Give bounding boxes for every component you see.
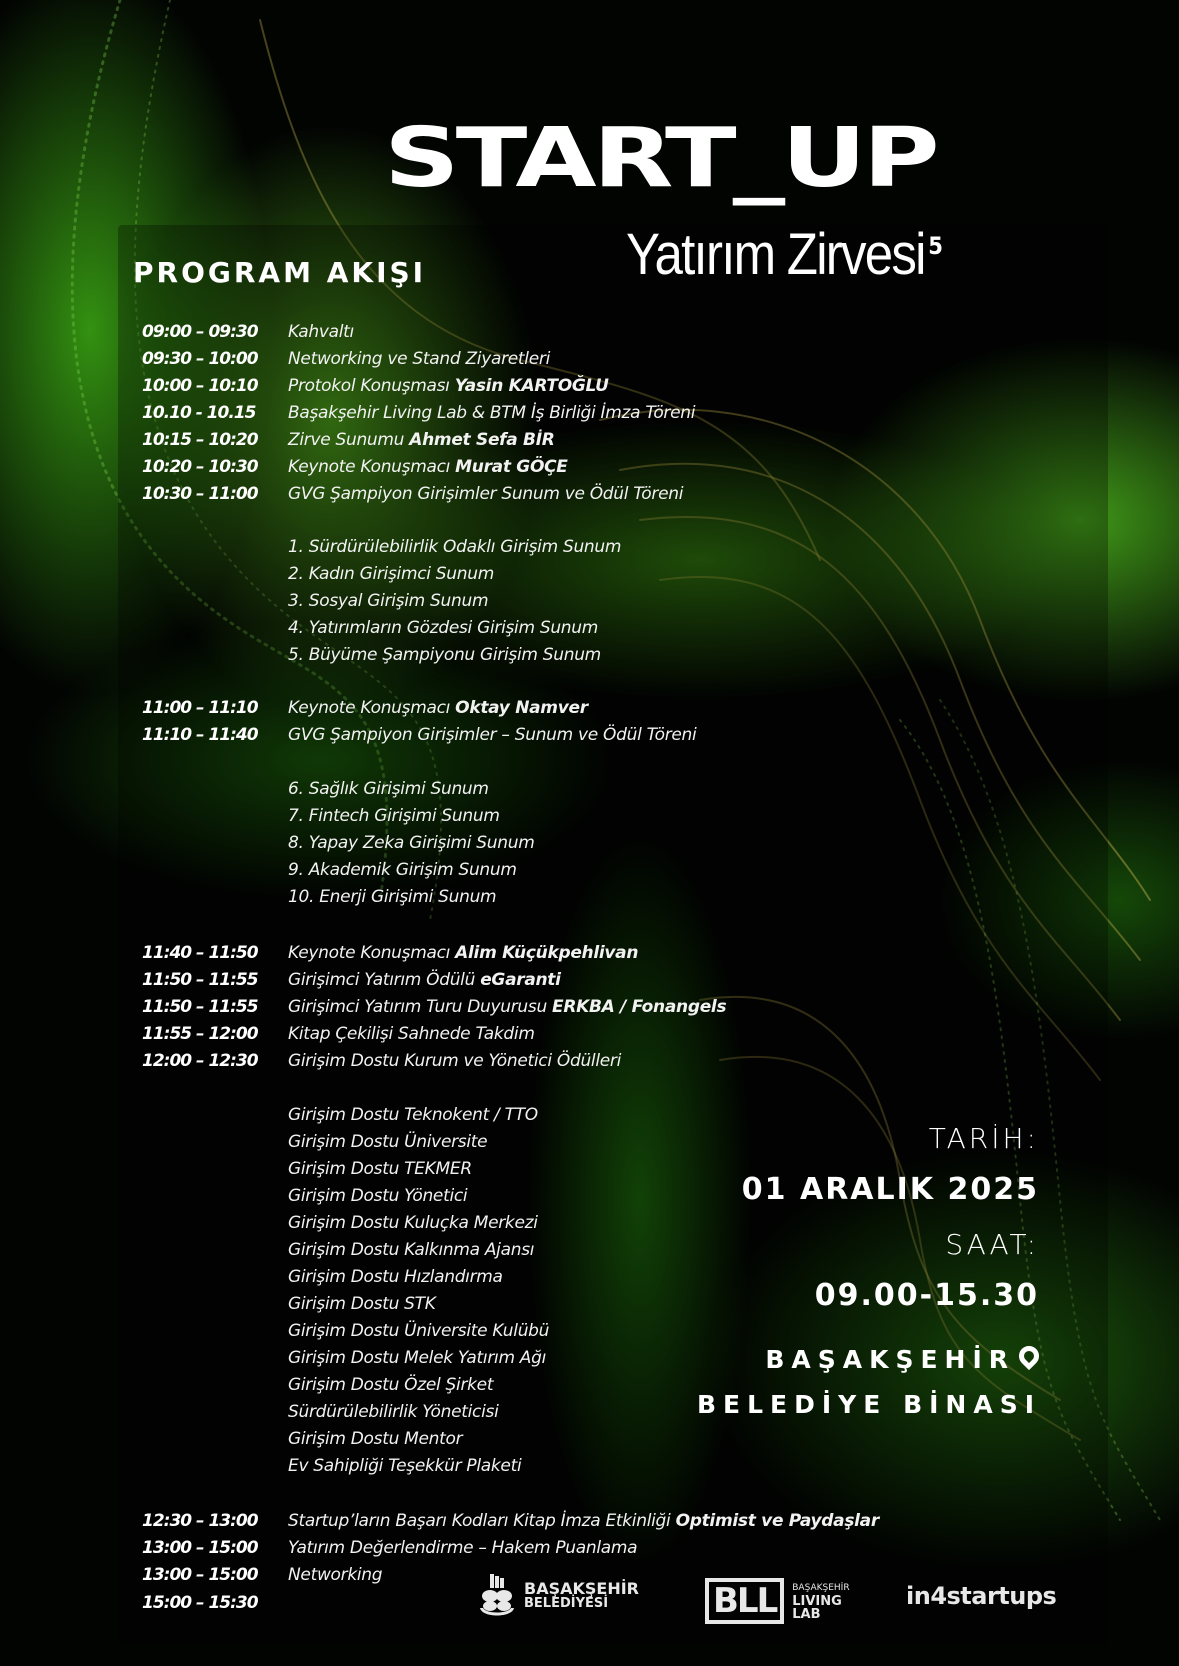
schedule-description bbox=[288, 1267, 503, 1287]
in4startups-logo: in4startups bbox=[906, 1582, 1057, 1610]
schedule-description bbox=[288, 457, 568, 477]
schedule-text: 7. Fintech Girişimi Sunum bbox=[288, 806, 500, 826]
schedule-text: Girişim Dostu Teknokent / TTO bbox=[288, 1105, 538, 1125]
schedule-description bbox=[288, 1213, 538, 1233]
schedule-description bbox=[288, 1321, 549, 1341]
schedule-time: 11:10 – 11:40 bbox=[142, 725, 258, 745]
schedule-text: 9. Akademik Girişim Sunum bbox=[288, 860, 517, 880]
schedule-description bbox=[288, 484, 683, 504]
schedule-description bbox=[288, 1402, 499, 1422]
schedule-text: Yatırım Değerlendirme – Hakem Puanlama bbox=[288, 1538, 638, 1558]
schedule-description bbox=[288, 376, 609, 396]
schedule-text: Kitap Çekilişi Sahnede Takdim bbox=[288, 1024, 535, 1044]
schedule-text: Girişim Dostu TEKMER bbox=[288, 1159, 472, 1179]
schedule-time: 09:00 – 09:30 bbox=[142, 322, 258, 342]
edition-number: 5 bbox=[928, 232, 942, 260]
schedule-time: 12:00 – 12:30 bbox=[142, 1051, 258, 1071]
schedule-description bbox=[288, 1511, 879, 1531]
subtitle-text: Yatırım Zirvesi bbox=[626, 222, 925, 287]
schedule-text: Girişimci Yatırım Ödülü bbox=[288, 970, 481, 990]
schedule-text: Kahvaltı bbox=[288, 322, 354, 342]
schedule-text: 8. Yapay Zeka Girişimi Sunum bbox=[288, 833, 535, 853]
schedule-description bbox=[288, 970, 561, 990]
schedule-description bbox=[288, 1159, 472, 1179]
schedule-highlight: Oktay Namver bbox=[455, 698, 588, 718]
schedule-highlight: Yasin KARTOĞLU bbox=[454, 376, 609, 396]
schedule-description bbox=[288, 403, 695, 423]
schedule-time: 10:00 – 10:10 bbox=[142, 376, 258, 396]
municipality-emblem-icon bbox=[478, 1574, 516, 1618]
schedule-highlight: Murat GÖÇE bbox=[455, 457, 568, 477]
schedule-description bbox=[288, 1132, 487, 1152]
schedule-description bbox=[288, 564, 494, 584]
schedule-description bbox=[288, 1186, 467, 1206]
location-line-1-text: BAŞAKŞEHİR bbox=[765, 1345, 1015, 1374]
basaksehir-belediyesi-logo bbox=[478, 1574, 639, 1618]
schedule-description bbox=[288, 806, 500, 826]
schedule-text: Sürdürülebilirlik Yöneticisi bbox=[288, 1402, 499, 1422]
schedule-highlight: Alim Küçükpehlivan bbox=[455, 943, 639, 963]
schedule-text: 4. Yatırımların Gözdesi Girişim Sunum bbox=[288, 618, 599, 638]
living-lab-small: BAŞAKŞEHİR bbox=[792, 1582, 850, 1593]
time-value bbox=[815, 1278, 1039, 1313]
time-value-text: 09.00-15.30 bbox=[814, 1278, 1039, 1313]
program-panel bbox=[118, 225, 1108, 1645]
schedule-text: 5. Büyüme Şampiyonu Girişim Sunum bbox=[288, 645, 601, 665]
schedule-time: 11:50 – 11:55 bbox=[142, 997, 258, 1017]
schedule-highlight: Ahmet Sefa BİR bbox=[409, 430, 555, 450]
schedule-description bbox=[288, 1429, 462, 1449]
schedule-time: 13:00 – 15:00 bbox=[142, 1538, 258, 1558]
event-title: START_UP bbox=[384, 111, 936, 206]
schedule-text: GVG Şampiyon Girişimler Sunum ve Ödül Töreni bbox=[288, 484, 684, 504]
event-subtitle bbox=[626, 222, 942, 287]
schedule-time: 10:20 – 10:30 bbox=[142, 457, 258, 477]
schedule-text: Girişim Dostu Mentor bbox=[288, 1429, 463, 1449]
schedule-description bbox=[288, 833, 534, 853]
schedule-description bbox=[288, 698, 588, 718]
location-line-2 bbox=[697, 1390, 1041, 1419]
schedule-text: Keynote Konuşmacı bbox=[288, 457, 456, 477]
time-label-text: SAAT: bbox=[945, 1228, 1039, 1261]
schedule-text: Keynote Konuşmacı bbox=[288, 943, 456, 963]
program-heading: PROGRAM AKIŞI bbox=[133, 256, 427, 289]
schedule-highlight: Optimist ve Paydaşlar bbox=[675, 1511, 879, 1531]
schedule-description bbox=[288, 887, 496, 907]
schedule-time: 15:00 – 15:30 bbox=[142, 1593, 258, 1613]
schedule-description bbox=[288, 537, 621, 557]
schedule-text: GVG Şampiyon Girişimler – Sunum ve Ödül Töreni bbox=[288, 725, 697, 745]
date-label-text: TARİH: bbox=[928, 1122, 1039, 1155]
schedule-description bbox=[288, 779, 489, 799]
living-lab-line-2: LAB bbox=[792, 1606, 821, 1622]
schedule-text: Girişim Dostu Hızlandırma bbox=[288, 1267, 503, 1287]
schedule-text: 2. Kadın Girişimci Sunum bbox=[288, 564, 494, 584]
schedule-text: Girişim Dostu Kurum ve Yönetici Ödülleri bbox=[288, 1051, 622, 1071]
schedule-description bbox=[288, 322, 354, 342]
basaksehir-line-1: BAŞAKŞEHİR bbox=[524, 1579, 639, 1598]
date-value-text: 01 ARALIK 2025 bbox=[741, 1172, 1039, 1207]
schedule-time: 11:00 – 11:10 bbox=[142, 698, 258, 718]
schedule-description bbox=[288, 1105, 538, 1125]
location-line-1 bbox=[765, 1345, 1039, 1374]
map-pin-icon bbox=[1015, 1342, 1043, 1370]
schedule-text: Protokol Konuşması bbox=[288, 376, 455, 396]
schedule-description bbox=[288, 1051, 621, 1071]
schedule-text: Girişim Dostu STK bbox=[288, 1294, 436, 1314]
schedule-text: Girişim Dostu Üniversite bbox=[288, 1132, 488, 1152]
schedule-text: 6. Sağlık Girişimi Sunum bbox=[288, 779, 489, 799]
schedule-text: Girişim Dostu Yönetici bbox=[288, 1186, 468, 1206]
schedule-text: Girişimci Yatırım Turu Duyurusu bbox=[288, 997, 553, 1017]
schedule-description bbox=[288, 645, 601, 665]
schedule-text: Girişim Dostu Kalkınma Ajansı bbox=[288, 1240, 535, 1260]
schedule-text: Girişim Dostu Üniversite Kulübü bbox=[288, 1321, 550, 1341]
schedule-description bbox=[288, 943, 638, 963]
basaksehir-living-lab-logo bbox=[705, 1578, 850, 1624]
basaksehir-line-2: BELEDİYESİ bbox=[524, 1596, 609, 1611]
schedule-description bbox=[288, 1538, 637, 1558]
schedule-text: 3. Sosyal Girişim Sunum bbox=[288, 591, 489, 611]
schedule-text: Keynote Konuşmacı bbox=[288, 698, 456, 718]
schedule-text: Girişim Dostu Özel Şirket bbox=[288, 1375, 494, 1395]
schedule-time: 09:30 – 10:00 bbox=[142, 349, 258, 369]
schedule-description bbox=[288, 997, 726, 1017]
living-lab-line-1: LIVING bbox=[792, 1593, 842, 1609]
schedule-time: 12:30 – 13:00 bbox=[142, 1511, 258, 1531]
location-line-2-text: BELEDİYE BİNASI bbox=[696, 1390, 1041, 1419]
schedule-text: Girişim Dostu Melek Yatırım Ağı bbox=[288, 1348, 547, 1368]
schedule-time: 11:40 – 11:50 bbox=[142, 943, 258, 963]
bll-mark: BLL bbox=[705, 1578, 784, 1624]
schedule-text: Başakşehir Living Lab & BTM İş Birliği İmza Töreni bbox=[288, 403, 696, 423]
date-value bbox=[742, 1172, 1039, 1207]
schedule-description bbox=[288, 1024, 535, 1044]
schedule-time: 10.10 - 10.15 bbox=[142, 403, 256, 423]
schedule-text: 1. Sürdürülebilirlik Odaklı Girişim Sunum bbox=[288, 537, 622, 557]
schedule-time: 11:50 – 11:55 bbox=[142, 970, 258, 990]
schedule-description bbox=[288, 725, 696, 745]
schedule-description bbox=[288, 1375, 493, 1395]
schedule-description bbox=[288, 618, 598, 638]
schedule-highlight: eGaranti bbox=[480, 970, 561, 990]
schedule-description bbox=[288, 1294, 436, 1314]
schedule-description bbox=[288, 349, 550, 369]
schedule-text: Startup’ların Başarı Kodları Kitap İmza Etkinliği bbox=[288, 1511, 676, 1531]
schedule-description bbox=[288, 1565, 382, 1585]
schedule-time: 11:55 – 12:00 bbox=[142, 1024, 258, 1044]
schedule-text: Networking bbox=[288, 1565, 383, 1585]
date-label bbox=[929, 1122, 1039, 1155]
schedule-time: 10:30 – 11:00 bbox=[142, 484, 258, 504]
schedule-text: Girişim Dostu Kuluçka Merkezi bbox=[288, 1213, 538, 1233]
time-label bbox=[945, 1228, 1039, 1261]
schedule-time: 13:00 – 15:00 bbox=[142, 1565, 258, 1585]
schedule-text: Ev Sahipliği Teşekkür Plaketi bbox=[288, 1456, 522, 1476]
schedule-description bbox=[288, 1240, 534, 1260]
schedule-description bbox=[288, 1348, 546, 1368]
schedule-text: 10. Enerji Girişimi Sunum bbox=[288, 887, 497, 907]
schedule-text: Zirve Sunumu bbox=[288, 430, 410, 450]
schedule-description bbox=[288, 860, 517, 880]
schedule-description bbox=[288, 1456, 521, 1476]
schedule-highlight: ERKBA / Fonangels bbox=[552, 997, 727, 1017]
schedule-description bbox=[288, 591, 488, 611]
schedule-text: Networking ve Stand Ziyaretleri bbox=[288, 349, 550, 369]
schedule-description bbox=[288, 430, 555, 450]
schedule-time: 10:15 – 10:20 bbox=[142, 430, 258, 450]
